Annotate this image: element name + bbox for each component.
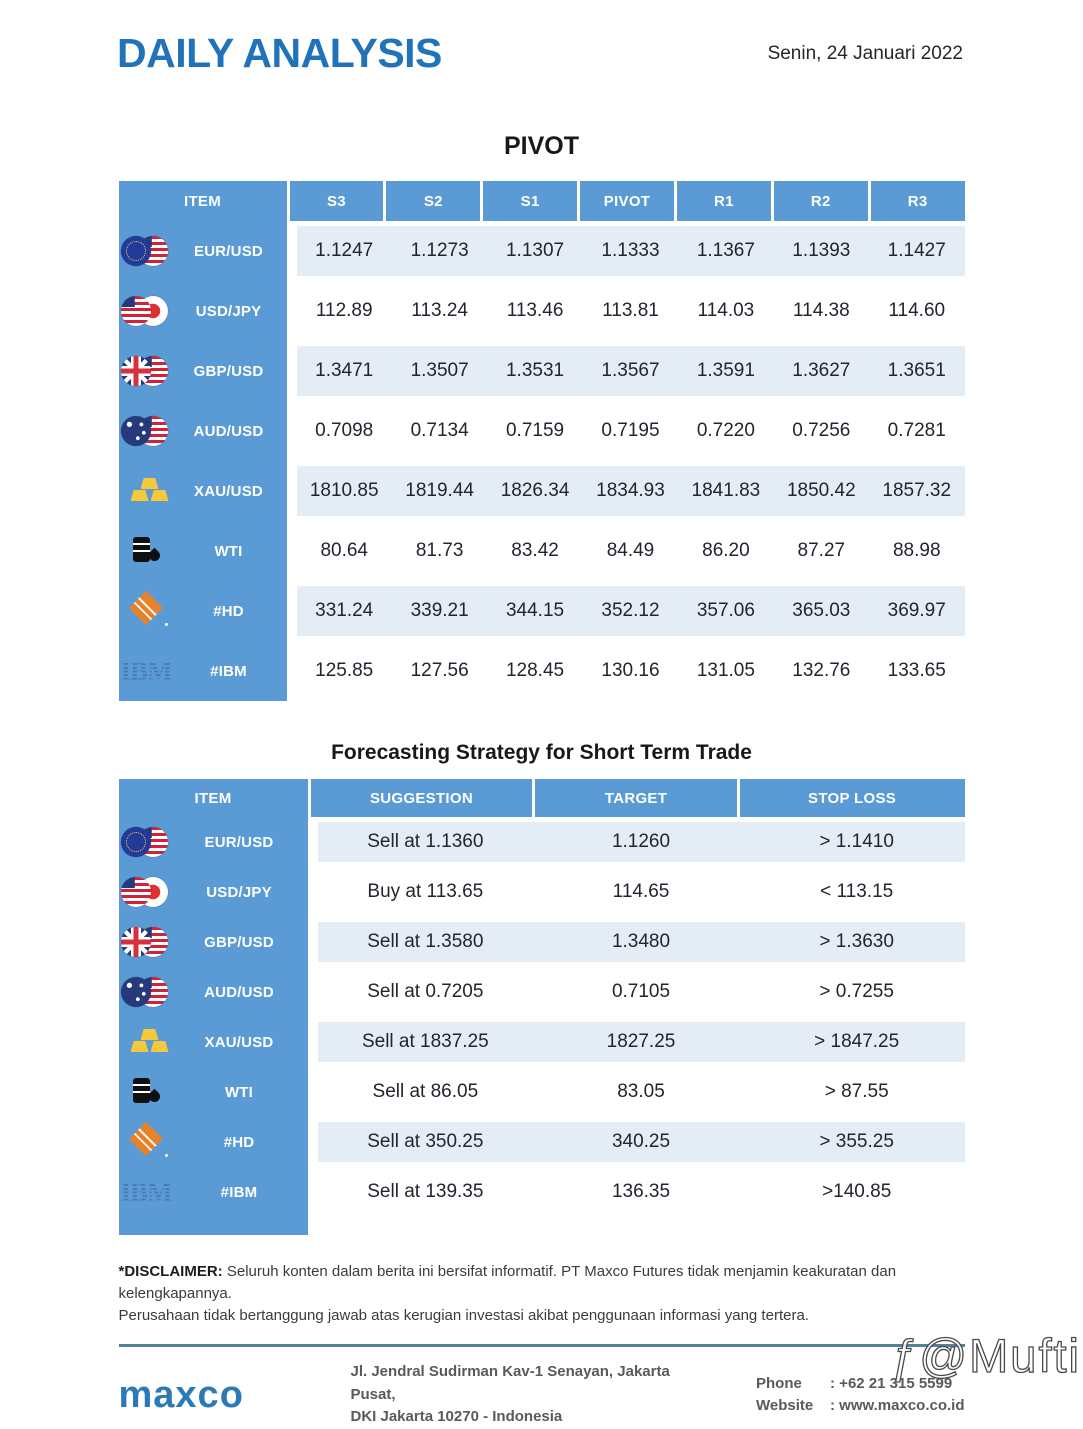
home-depot-icon <box>119 593 181 629</box>
forecast-stop-loss: > 0.7255 <box>819 981 894 1002</box>
pivot-value: 1.1393 <box>792 240 851 261</box>
address-line-1: Jl. Jendral Sudirman Kav-1 Senayan, Jakarta Pusat, <box>350 1363 670 1403</box>
disclaimer-line2: Perusahaan tidak bertanggung jawab atas kerugian investasi akibat penggunaan informasi yang tertera. <box>118 1306 809 1324</box>
pivot-value: 1.3507 <box>410 360 469 381</box>
pivot-value: 1834.93 <box>596 480 665 501</box>
pivot-value: 131.05 <box>696 660 755 681</box>
pivot-value: 365.03 <box>792 600 851 621</box>
pivot-value: 0.7256 <box>792 420 851 441</box>
pivot-row-values <box>297 586 965 636</box>
pivot-value: 1857.32 <box>882 480 952 501</box>
gbp-usd-flags-icon <box>119 353 181 389</box>
pivot-value: 114.38 <box>792 300 850 321</box>
forecast-row-gbp-usd <box>119 917 965 967</box>
pivot-col-header-s1: S1 <box>480 181 577 221</box>
pivot-row-values <box>297 286 965 336</box>
forecast-target: 1.1260 <box>611 831 671 852</box>
item-cell-wti <box>119 1067 308 1117</box>
eur-usd-flags-icon <box>119 824 181 860</box>
document-date: Senin, 24 Januari 2022 <box>767 42 963 64</box>
pivot-col-header-pivot: PIVOT <box>577 181 674 221</box>
forecast-row-ibm <box>119 1167 965 1217</box>
usd-flag-icon <box>121 877 151 907</box>
pivot-value: 1.1247 <box>315 240 374 261</box>
pivot-row-wti <box>119 521 965 581</box>
oil-barrel-icon <box>119 533 181 569</box>
forecast-suggestion: Sell at 139.35 <box>367 1181 484 1202</box>
forecast-table <box>119 779 965 1235</box>
pivot-value: 132.76 <box>792 660 851 681</box>
forecast-target: 114.65 <box>612 881 670 902</box>
aud-flag-icon <box>121 977 151 1007</box>
aud-usd-flags-icon <box>119 413 181 449</box>
forecast-col-header-suggestion: SUGGESTION <box>308 779 533 817</box>
forecast-suggestion: Sell at 1.1360 <box>367 831 484 852</box>
item-label: AUD/USD <box>204 983 274 1001</box>
ibm-logo-icon: IBM <box>120 656 172 686</box>
pivot-value: 1.1333 <box>601 240 660 261</box>
pivot-row-aud-usd <box>119 401 965 461</box>
website-label: Website <box>756 1397 814 1414</box>
pivot-col-header-item: ITEM <box>119 181 287 221</box>
pivot-value: 1826.34 <box>500 480 570 501</box>
pivot-value: 1.1273 <box>410 240 469 261</box>
pivot-value: 357.06 <box>696 600 755 621</box>
page-title: DAILY ANALYSIS <box>117 30 442 76</box>
address-line-2: DKI Jakarta 10270 - Indonesia <box>350 1408 563 1426</box>
pivot-row-eur-usd <box>119 221 965 281</box>
item-label: #IBM <box>210 662 247 680</box>
pivot-value: 83.42 <box>511 540 559 561</box>
forecast-suggestion: Sell at 1.3580 <box>367 931 484 952</box>
item-cell-wti <box>119 521 287 581</box>
pivot-table-header <box>119 181 965 221</box>
pivot-value: 80.64 <box>320 540 368 561</box>
item-label: USD/JPY <box>195 302 262 320</box>
forecast-row-wti <box>119 1067 965 1117</box>
forecast-row-xau-usd <box>119 1017 965 1067</box>
pivot-value: 1.1367 <box>696 240 755 261</box>
pivot-col-header-r2: R2 <box>771 181 868 221</box>
forecast-stop-loss: > 1847.25 <box>814 1031 900 1052</box>
forecast-suggestion: Sell at 0.7205 <box>367 981 484 1002</box>
forecast-suggestion: Buy at 113.65 <box>367 881 484 902</box>
eur-flag-icon <box>121 827 151 857</box>
pivot-value: 1.3471 <box>315 360 374 381</box>
item-cell-hd <box>119 581 287 641</box>
forecast-row-values <box>318 822 965 862</box>
pivot-value: 113.81 <box>602 300 659 321</box>
forecast-suggestion: Sell at 1837.25 <box>361 1031 489 1052</box>
item-label: #HD <box>223 1133 255 1151</box>
item-cell-xau-usd <box>119 461 287 521</box>
item-label: XAU/USD <box>204 1033 274 1051</box>
pivot-value: 331.24 <box>315 600 374 621</box>
item-label: GBP/USD <box>193 362 264 380</box>
forecast-target: 83.05 <box>617 1081 665 1102</box>
forecast-row-values <box>318 922 965 962</box>
forecast-row-values <box>318 872 965 912</box>
pivot-value: 128.45 <box>505 660 565 681</box>
forecast-row-values <box>318 1072 965 1112</box>
pivot-value: 0.7159 <box>505 420 565 441</box>
pivot-value: 1810.85 <box>309 480 379 501</box>
forecast-target: 136.35 <box>611 1181 671 1202</box>
item-label: EUR/USD <box>204 833 274 851</box>
item-cell-hd <box>119 1117 308 1167</box>
pivot-value: 0.7098 <box>315 420 374 441</box>
maxco-logo: maxco <box>118 1373 244 1416</box>
item-cell-xau-usd <box>119 1017 308 1067</box>
pivot-row-values <box>297 646 965 696</box>
usd-jpy-flags-icon <box>119 293 181 329</box>
usd-jpy-flags-icon <box>119 874 181 910</box>
phone-value: : +62 21 315 5599 <box>830 1374 953 1392</box>
pivot-row-values <box>297 226 965 276</box>
gbp-flag-icon <box>121 356 151 386</box>
item-label: #IBM <box>220 1183 258 1201</box>
pivot-value: 339.21 <box>410 600 469 621</box>
forecast-suggestion: Sell at 86.05 <box>372 1081 479 1102</box>
document-header <box>0 0 1083 77</box>
forecast-row-hd <box>119 1117 965 1167</box>
pivot-value: 112.89 <box>315 300 373 321</box>
eur-usd-flags-icon <box>119 233 181 269</box>
pivot-value: 352.12 <box>601 600 660 621</box>
item-cell-usd-jpy <box>119 281 287 341</box>
item-cell-gbp-usd <box>119 917 308 967</box>
forecast-stop-loss: > 87.55 <box>824 1081 889 1102</box>
pivot-value: 1.3591 <box>696 360 755 381</box>
item-cell-aud-usd <box>119 967 308 1017</box>
disclaimer-label: *DISCLAIMER: <box>118 1263 223 1280</box>
website-row <box>756 1395 964 1418</box>
pivot-value: 1.3627 <box>792 360 851 381</box>
pivot-value: 113.24 <box>411 300 468 321</box>
pivot-value: 86.20 <box>702 540 750 561</box>
pivot-col-header-r1: R1 <box>674 181 771 221</box>
phone-label: Phone <box>756 1374 802 1392</box>
pivot-value: 1841.83 <box>691 480 761 501</box>
forecast-target: 1827.25 <box>606 1031 676 1052</box>
pivot-col-header-s3: S3 <box>287 181 384 221</box>
pivot-row-gbp-usd <box>119 341 965 401</box>
ibm-logo-icon: IBM <box>120 1177 172 1207</box>
forecast-row-aud-usd <box>119 967 965 1017</box>
item-label: XAU/USD <box>194 482 263 500</box>
pivot-value: 130.16 <box>601 660 660 681</box>
pivot-row-hd <box>119 581 965 641</box>
home-depot-icon <box>119 1124 181 1160</box>
gbp-usd-flags-icon <box>119 924 181 960</box>
item-label: WTI <box>214 542 243 560</box>
pivot-col-header-r3: R3 <box>868 181 965 221</box>
forecast-row-values <box>318 1172 965 1212</box>
pivot-row-usd-jpy <box>119 281 965 341</box>
pivot-value: 1819.44 <box>405 480 474 501</box>
pivot-value: 369.97 <box>887 600 946 621</box>
item-cell-usd-jpy <box>119 867 308 917</box>
pivot-value: 1.3531 <box>505 360 565 381</box>
forecast-stop-loss: > 355.25 <box>819 1131 894 1152</box>
pivot-value: 87.27 <box>797 540 846 561</box>
forecast-section-title: Forecasting Strategy for Short Term Trade <box>331 741 752 764</box>
forecast-stop-loss: < 113.15 <box>820 881 894 902</box>
item-cell-aud-usd <box>119 401 287 461</box>
item-cell-ibm <box>119 1167 308 1217</box>
pivot-table-body <box>119 221 965 701</box>
forecast-target: 340.25 <box>611 1131 671 1152</box>
forecast-stop-loss: > 1.1410 <box>819 831 894 852</box>
item-column-extension <box>119 1217 308 1235</box>
pivot-row-xau-usd <box>119 461 965 521</box>
gold-bars-icon <box>119 1024 181 1060</box>
forecast-stop-loss: > 1.3630 <box>819 931 894 952</box>
item-cell-gbp-usd <box>119 341 287 401</box>
item-label: EUR/USD <box>194 242 263 260</box>
forecast-col-header-item: ITEM <box>119 779 308 817</box>
pivot-value: 114.60 <box>888 300 946 321</box>
watermark: ƒ@Mufti <box>891 1329 1081 1382</box>
pivot-col-header-s2: S2 <box>383 181 480 221</box>
footer <box>119 1344 965 1429</box>
item-cell-eur-usd <box>119 817 308 867</box>
disclaimer-line1: Seluruh konten dalam berita ini bersifat informatif. PT Maxco Futures tidak menjamin keakuratan dan kelengkapannya. <box>118 1263 897 1302</box>
disclaimer <box>119 1261 965 1326</box>
item-label: AUD/USD <box>193 422 264 440</box>
forecast-table-body <box>119 817 965 1217</box>
pivot-value: 81.73 <box>415 540 464 561</box>
forecast-col-header-target: TARGET <box>532 779 736 817</box>
pivot-value: 125.85 <box>315 660 374 681</box>
forecast-row-values <box>318 1122 965 1162</box>
footer-address <box>351 1361 691 1429</box>
pivot-value: 84.49 <box>606 540 655 561</box>
item-cell-ibm <box>119 641 287 701</box>
pivot-value: 133.65 <box>887 660 946 681</box>
pivot-row-values <box>297 346 965 396</box>
pivot-value: 113.46 <box>506 300 564 321</box>
pivot-table <box>119 181 965 701</box>
pivot-row-ibm <box>119 641 965 701</box>
pivot-value: 344.15 <box>505 600 565 621</box>
pivot-value: 1850.42 <box>786 480 856 501</box>
item-label: USD/JPY <box>206 883 272 901</box>
forecast-stop-loss: >140.85 <box>822 1181 892 1202</box>
forecast-row-eur-usd <box>119 817 965 867</box>
pivot-value: 0.7220 <box>696 420 755 441</box>
forecast-row-values <box>318 1022 965 1062</box>
forecast-row-usd-jpy <box>119 867 965 917</box>
forecast-col-header-stop-loss: STOP LOSS <box>737 779 965 817</box>
item-label: GBP/USD <box>204 933 274 951</box>
pivot-row-values <box>297 466 965 516</box>
forecast-table-header <box>119 779 965 817</box>
forecast-suggestion: Sell at 350.25 <box>367 1131 484 1152</box>
pivot-value: 1.1427 <box>887 240 946 261</box>
pivot-value: 114.03 <box>697 300 755 321</box>
eur-flag-icon <box>121 236 151 266</box>
pivot-section-title: PIVOT <box>503 132 579 160</box>
item-cell-eur-usd <box>119 221 287 281</box>
aud-flag-icon <box>121 416 151 446</box>
pivot-value: 0.7195 <box>601 420 660 441</box>
pivot-value: 1.3651 <box>887 360 946 381</box>
pivot-row-values <box>297 406 965 456</box>
forecast-target: 1.3480 <box>611 931 671 952</box>
aud-usd-flags-icon <box>119 974 181 1010</box>
pivot-value: 0.7134 <box>410 420 469 441</box>
pivot-row-values <box>297 526 965 576</box>
forecast-target: 0.7105 <box>611 981 671 1002</box>
pivot-value: 88.98 <box>892 540 941 561</box>
item-label: WTI <box>224 1083 254 1101</box>
usd-flag-icon <box>121 296 151 326</box>
oil-barrel-icon <box>119 1074 181 1110</box>
forecast-row-values <box>318 972 965 1012</box>
pivot-value: 1.1307 <box>505 240 565 261</box>
pivot-value: 1.3567 <box>601 360 660 381</box>
gbp-flag-icon <box>121 927 151 957</box>
item-label: #HD <box>213 602 244 620</box>
pivot-value: 127.56 <box>410 660 469 681</box>
pivot-value: 0.7281 <box>887 420 946 441</box>
website-value: : www.maxco.co.id <box>830 1397 965 1414</box>
gold-bars-icon <box>119 473 181 509</box>
